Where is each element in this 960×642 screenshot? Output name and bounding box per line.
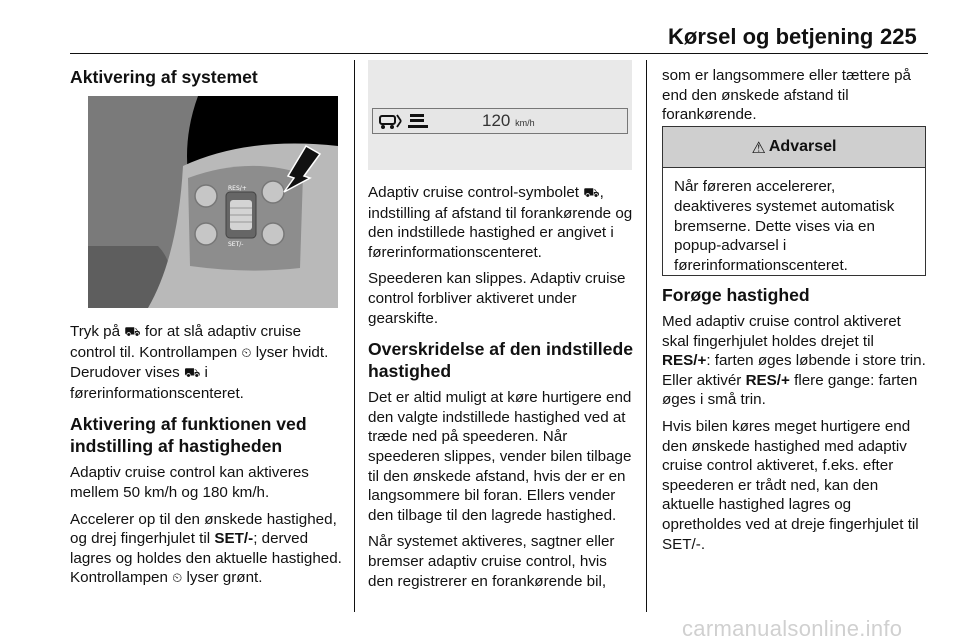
display-speed: 120 km/h [482, 111, 535, 130]
display-icons-svg [377, 109, 437, 133]
cruise-lamp-icon: ⏲ [172, 571, 183, 587]
adaptive-cruise-icon: ⛟ [124, 325, 141, 340]
paragraph-increase-steps: RES/+: farten øges løbende i store trin. Eller aktivér RES/+ flere gange: farten øges i små trin. [662, 352, 926, 409]
cruise-lamp-icon: ⏲ [241, 345, 252, 361]
display-bar [372, 108, 628, 134]
svg-text:RES/+: RES/+ [228, 185, 247, 192]
warning-triangle-icon: ⚠ [751, 137, 766, 157]
steering-wheel-illustration [88, 96, 338, 308]
distance-icon [408, 114, 428, 128]
paragraph-speed-range: Adaptiv cruise control kan aktiveres mellem 50 km/h og 180 km/h. [70, 464, 309, 501]
column-divider-2 [646, 60, 647, 612]
column-3-bottom [662, 284, 928, 561]
warning-header: ⚠ Advarsel [663, 127, 925, 168]
steering-wheel-svg [88, 96, 338, 308]
page-number: 225 [880, 24, 917, 49]
column-1-lower [70, 322, 350, 596]
warning-box [662, 126, 926, 276]
paragraph-pedal-release: Speederen kan slippes. Adaptiv cruise control forbliver aktiveret under gearskifte. [368, 270, 626, 327]
section-heading-increase-speed: Forøge hastighed [662, 285, 810, 305]
paragraph-activate: Tryk på ⛟ for at slå adaptiv cruise control til. Kontrollampen ⏲ lyser hvidt. Derudover vises ⛟ i førerinformationscenteret. [70, 323, 329, 402]
column-1 [70, 66, 342, 94]
paragraph-symbol: Adaptiv cruise control-symbolet ⛟, indstilling af afstand til forankørende og den indstillede hastighed er angivet i førerinformationscenteret. [368, 184, 633, 261]
paragraph-store-speed: Hvis bilen køres meget hurtigere end den ønskede hastighed med adaptiv cruise control aktiveret, f.eks. efter speederen er trådt ned, kan den aktuelle hastighed lagres og opretholdes ved at dreje fingerhjulet til SET/-. [662, 417, 919, 553]
paragraph-braking: Når systemet aktiveres, sagtner eller bremser adaptiv cruise control, hvis den registrerer en forankørende bil, [368, 533, 615, 590]
driver-info-display [368, 60, 632, 170]
section-heading-activation: Aktivering af systemet [70, 67, 258, 87]
header-title: Kørsel og betjening [668, 24, 874, 49]
column-2 [368, 183, 636, 598]
adaptive-cruise-icon [380, 115, 401, 129]
header-rule [70, 53, 928, 54]
column-divider-1 [354, 60, 355, 612]
footer-watermark: carmanualsonline.info [682, 616, 903, 641]
paragraph-increase-intro: Med adaptiv cruise control aktiveret skal fingerhjulet holdes drejet til [662, 313, 901, 350]
svg-text:SET/-: SET/- [228, 241, 244, 248]
column-3-top [662, 66, 928, 132]
paragraph-override: Det er altid muligt at køre hurtigere end den valgte indstillede hastighed ved at træde ned på speederen. Når speederen slippes, vender bilen tilbage til den ønskede afstand, hvis der er en langsommere bil foran. Ellers vender den tilbage til den lagrede hastighed. [368, 389, 632, 524]
paragraph-continued: som er langsommere eller tættere på end den ønskede afstand til forankørende. [662, 67, 912, 124]
adaptive-cruise-icon: ⛟ [183, 366, 201, 382]
adaptive-cruise-icon: ⛟ [583, 186, 600, 201]
section-heading-set-speed: Aktivering af funktionen ved indstilling af hastigheden [70, 414, 307, 457]
paragraph-accelerate: Accelerer op til den ønskede hastighed, og drej fingerhjulet til SET/-; derved lagres og holdes den aktuelle hastighed. Kontrollampen ⏲ lyser grønt. [70, 510, 342, 587]
warning-body: Når føreren accelererer, deaktiveres systemet automatisk bremserne. Dette vises via en popup-advarsel i førerinformationscenteret. [674, 178, 895, 275]
section-heading-override: Overskridelse af den indstillede hastighed [368, 339, 633, 382]
